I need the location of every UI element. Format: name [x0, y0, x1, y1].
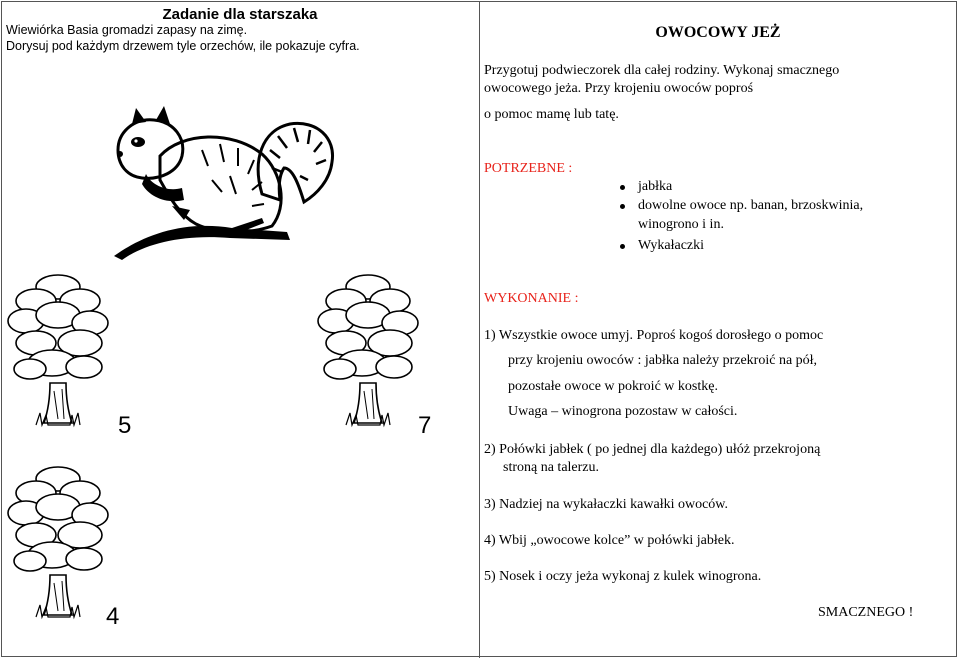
column-divider [479, 1, 480, 658]
tree-1 [6, 266, 110, 436]
steps-heading: WYKONANIE : [484, 291, 579, 306]
needed-item-1: jabłka [638, 179, 673, 194]
tree-2-number: 7 [418, 412, 432, 439]
needed-item-2: dowolne owoce np. banan, brzoskwinia, [638, 198, 864, 213]
recipe-title: OWOCOWY JEŻ [655, 24, 781, 41]
task-title: Zadanie dla starszaka [162, 6, 318, 23]
step-1-note: Uwaga – winogrona pozostaw w całości. [508, 404, 738, 419]
intro-line-1: Przygotuj podwieczorek dla całej rodziny. Wykonaj smacznego [484, 63, 840, 78]
needed-item-3: Wykałaczki [638, 238, 705, 253]
task-instruction-line-2: Dorysuj pod każdym drzewem tyle orzechów, ile pokazuje cyfra. [6, 39, 360, 53]
tree-3 [6, 458, 110, 628]
task-instruction-line-1: Wiewiórka Basia gromadzi zapasy na zimę. [6, 23, 248, 37]
tree-2 [316, 266, 420, 436]
intro-line-3: o pomoc mamę lub tatę. [484, 107, 619, 122]
squirrel-illustration [112, 110, 337, 260]
needed-item-2-continued: winogrono i in. [638, 217, 724, 232]
bullet-icon [620, 204, 625, 209]
tree-3-number: 4 [106, 603, 120, 630]
step-1: 1) Wszystkie owoce umyj. Poproś kogoś dorosłego o pomoc [484, 328, 824, 343]
step-1-line-3: pozostałe owoce w pokroić w kostkę. [508, 379, 718, 394]
step-2: 2) Połówki jabłek ( po jednej dla każdego) ułóż przekrojoną [484, 442, 821, 457]
step-4: 4) Wbij „owocowe kolce” w połówki jabłek. [484, 533, 735, 548]
step-1-line-2: przy krojeniu owoców : jabłka należy przekroić na pół, [508, 353, 818, 368]
bullet-icon [620, 244, 625, 249]
tree-1-number: 5 [118, 412, 132, 439]
step-5: 5) Nosek i oczy jeża wykonaj z kulek winogrona. [484, 569, 762, 584]
intro-line-2: owocowego jeża. Przy krojeniu owoców poproś [484, 81, 754, 96]
needed-heading: POTRZEBNE : [484, 161, 573, 176]
step-3: 3) Nadziej na wykałaczki kawałki owoców. [484, 497, 728, 512]
bullet-icon [620, 185, 625, 190]
step-2-line-2: stroną na talerzu. [503, 460, 600, 475]
closing-text: SMACZNEGO ! [818, 605, 914, 620]
